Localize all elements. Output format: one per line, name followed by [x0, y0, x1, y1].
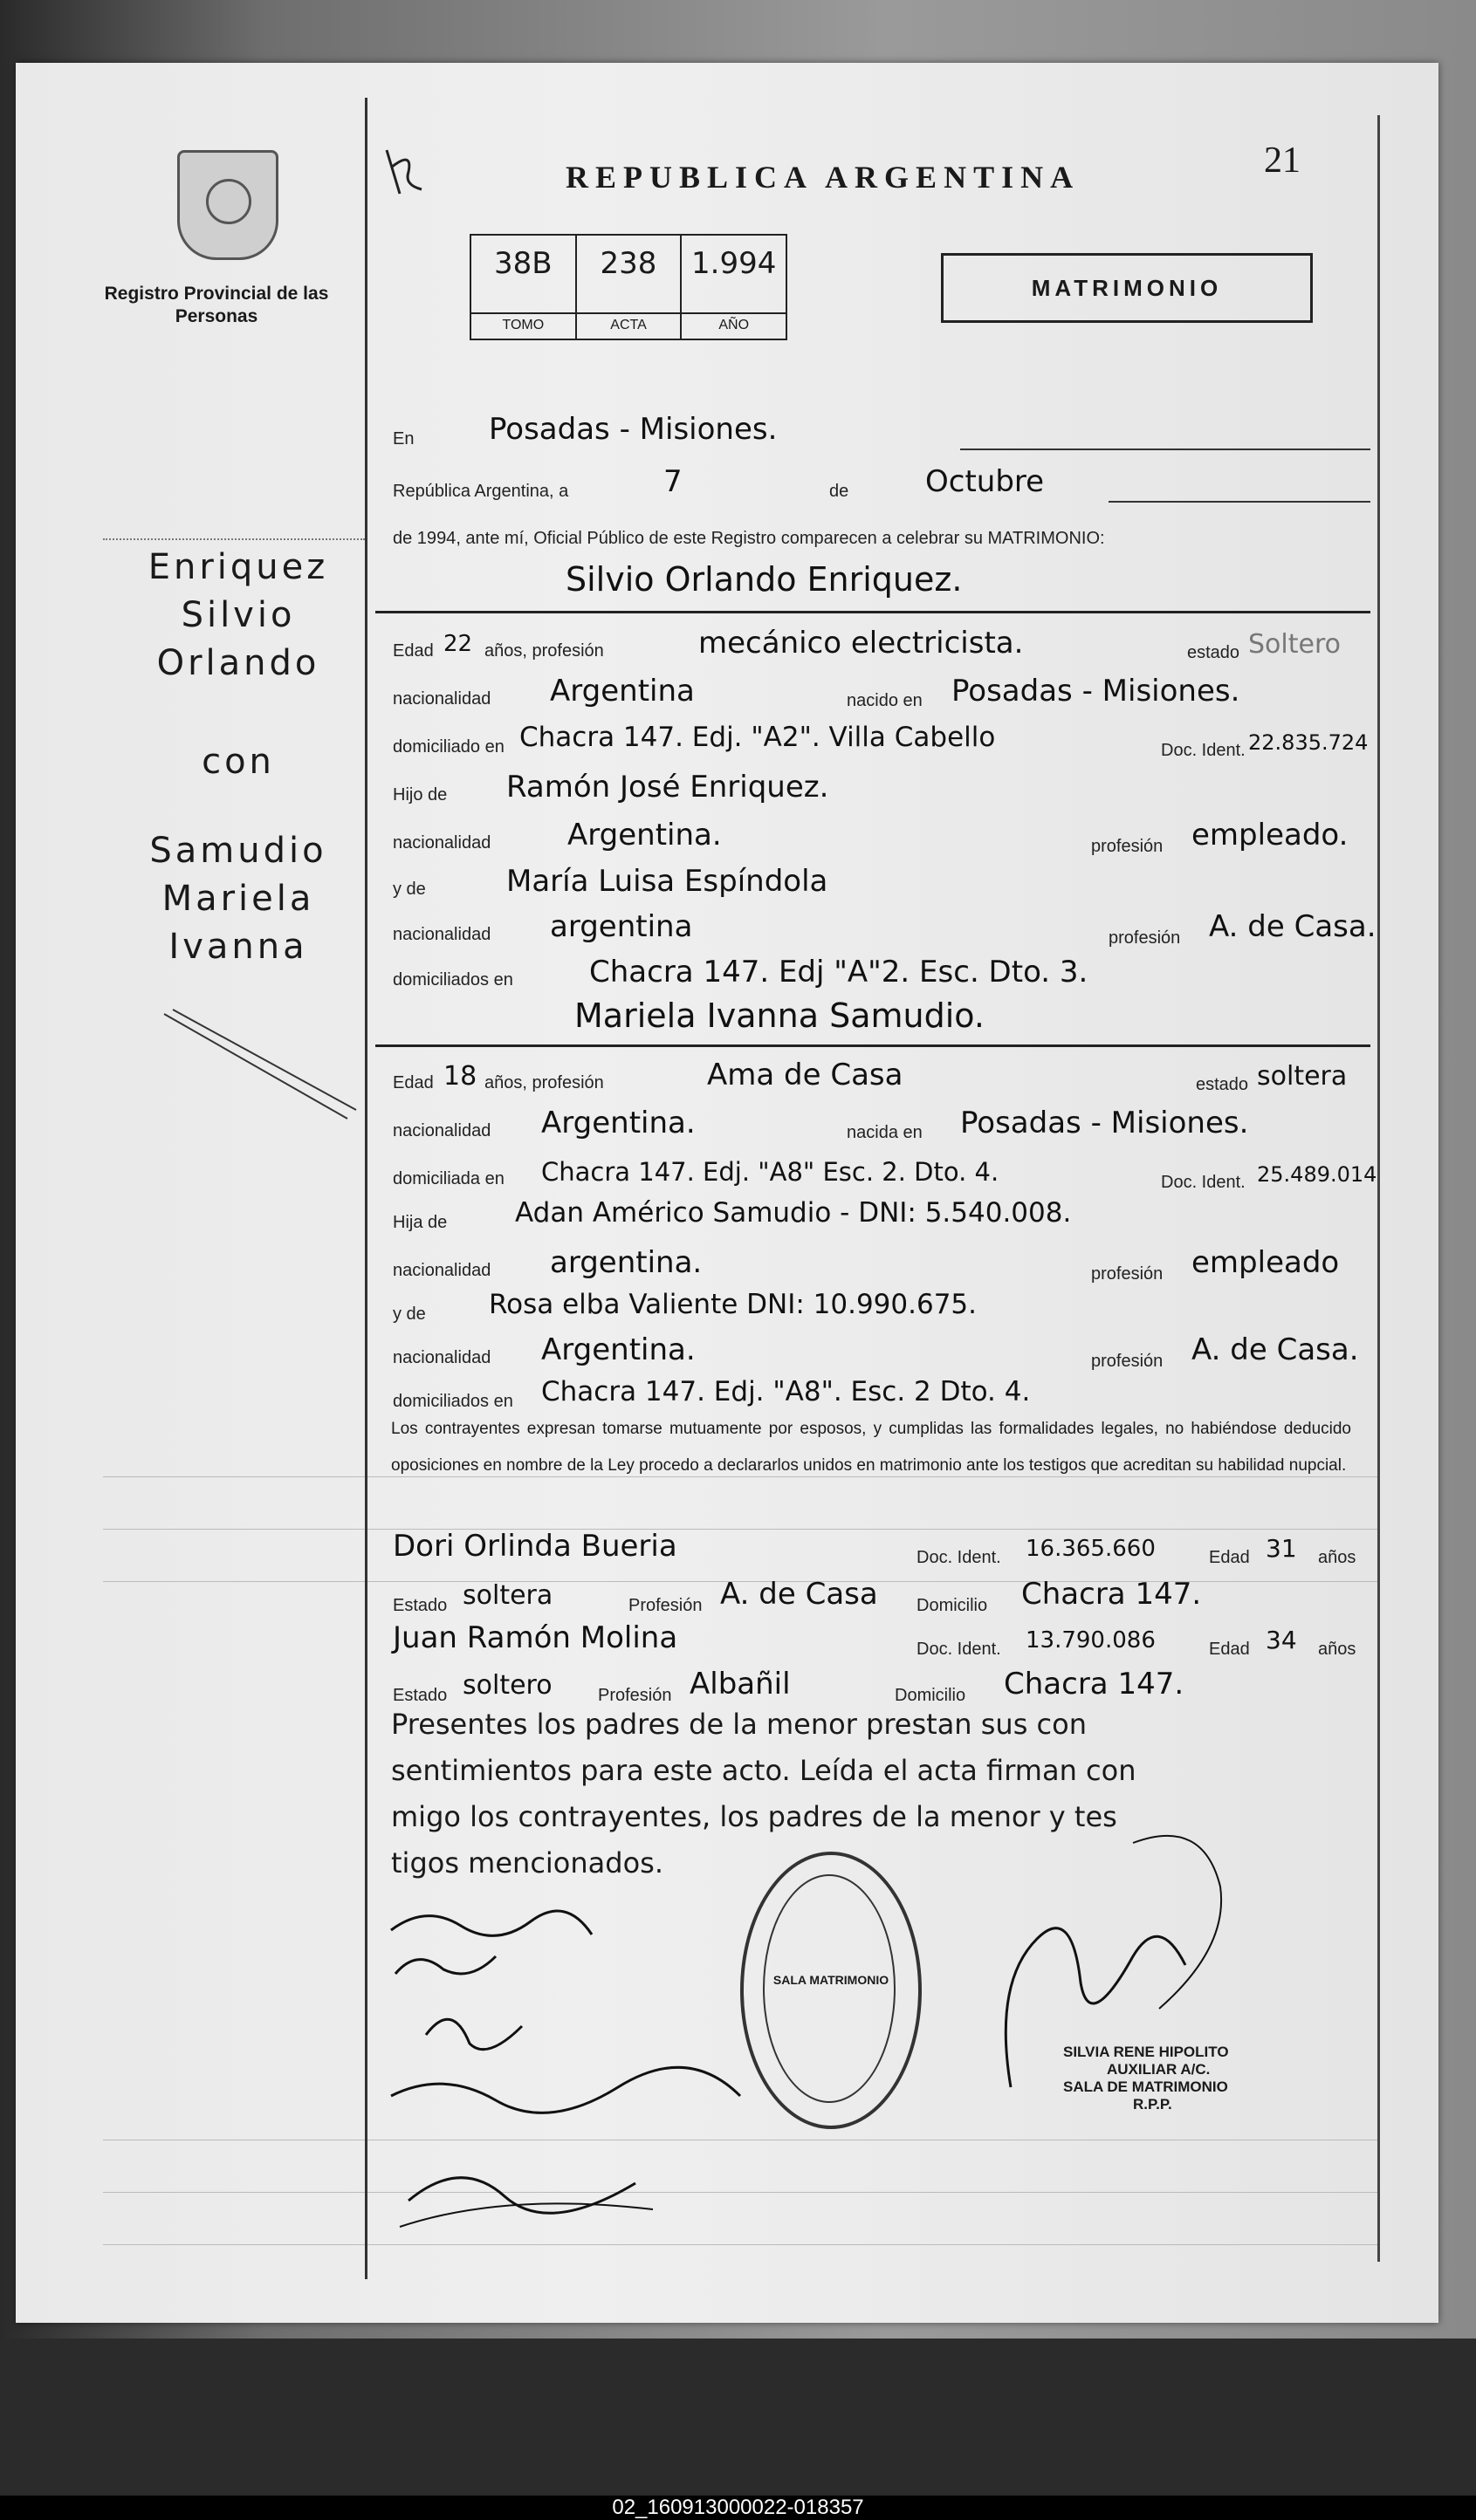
intro-text: , ante mí, Oficial Público de este Registro comparecen a celebrar su MATRIMONIO: — [456, 529, 1105, 548]
margin-groom-first-name: Silvio — [181, 595, 296, 635]
edad-label: Edad — [393, 1073, 434, 1092]
tomo-label: TOMO — [471, 312, 575, 333]
nacionalidad-label: nacionalidad — [393, 1261, 491, 1280]
groom-age-row — [375, 626, 1370, 668]
record-number-box — [470, 234, 787, 340]
profesion-label: años, profesión — [484, 641, 604, 661]
groom-mother-row — [375, 864, 1370, 906]
profesion-label: Profesión — [628, 1596, 703, 1615]
bride-age-row — [375, 1058, 1370, 1099]
bride-address-row — [375, 1154, 1377, 1195]
groom-father: Ramón José Enriquez. — [506, 770, 829, 805]
bride-mother: Rosa elba Valiente DNI: 10.990.675. — [489, 1289, 977, 1320]
anos-label: años — [1318, 1640, 1356, 1659]
declaration-text: Los contrayentes expresan tomarse mutuamente por esposos, y cumplidas las formalidades legales, no habiéndose deducido oposiciones en nombre de la Ley procedo a declararlos unidos en matrimonio ante los testigos que acreditan su habilidad nupcial. — [391, 1420, 1351, 1475]
profesion-label: profesión — [1091, 1264, 1164, 1284]
groom-parents-address-row — [375, 955, 1370, 996]
margin-bride-middle-name: Ivanna — [168, 927, 308, 967]
groom-address-row — [375, 722, 1370, 764]
official-block — [1063, 2044, 1325, 2113]
place-row — [375, 412, 1370, 454]
bride-name-rule — [375, 1044, 1370, 1047]
estado-label: Estado — [393, 1596, 448, 1615]
witness2-address: Chacra 147. — [1004, 1667, 1184, 1702]
profesion-label: Profesión — [598, 1686, 672, 1705]
year-suffix: 94 — [436, 529, 457, 548]
margin-rule — [103, 538, 365, 540]
intro-row — [375, 517, 1370, 558]
groom-mother-nationality: argentina — [550, 909, 693, 944]
groom-civil-status: Soltero — [1248, 629, 1341, 660]
bride-father-nat-row — [375, 1245, 1370, 1287]
margin-bride-first-name: Mariela — [161, 879, 315, 919]
groom-address: Chacra 147. Edj. "A2". Villa Cabello — [519, 722, 996, 753]
bride-father-profession: empleado — [1191, 1245, 1340, 1280]
bride-parents-address: Chacra 147. Edj. "A8". Esc. 2 Dto. 4. — [541, 1376, 1031, 1407]
tomo-cell — [471, 236, 577, 339]
note-line: migo los contrayentes, los padres de la menor y tes — [391, 1800, 1117, 1833]
doc-label: Doc. Ident. — [1161, 1173, 1246, 1192]
doc-label: Doc. Ident. — [916, 1548, 1001, 1567]
groom-birthplace: Posadas - Misiones. — [951, 674, 1240, 709]
note-line: sentimientos para este acto. Leída el acta firman con — [391, 1754, 1136, 1787]
groom-mother: María Luisa Espíndola — [506, 864, 828, 899]
groom-mother-nat-row — [375, 909, 1376, 951]
bride-civil-status: soltera — [1257, 1061, 1348, 1092]
witness1-address: Chacra 147. — [1021, 1577, 1202, 1612]
initials-mark-icon — [378, 141, 430, 202]
groom-father-nat-row — [375, 818, 1370, 859]
provincial-seal-icon — [177, 150, 278, 260]
desk-surface — [0, 2339, 1476, 2496]
estado-label: estado — [1187, 643, 1240, 662]
en-label: En — [393, 429, 415, 449]
domicilio-label: Domicilio — [916, 1596, 988, 1615]
yde-label: y de — [393, 1305, 426, 1324]
nacionalidad-label: nacionalidad — [393, 1121, 491, 1140]
groom-profession: mecánico electricista. — [698, 626, 1024, 661]
margin-bride-surname: Samudio — [149, 831, 327, 871]
nacionalidad-label: nacionalidad — [393, 925, 491, 944]
witness1-details-row — [375, 1577, 1370, 1619]
witness2-age: 34 — [1266, 1626, 1297, 1654]
groom-mother-profession: A. de Casa. — [1209, 909, 1376, 944]
witness1-name: Dori Orlinda Bueria — [393, 1529, 677, 1564]
hija-label: Hija de — [393, 1213, 448, 1232]
edad-label: Edad — [1209, 1548, 1250, 1567]
groom-father-nationality: Argentina. — [567, 818, 722, 853]
doc-label: Doc. Ident. — [916, 1640, 1001, 1659]
anio-value: 1.994 — [691, 246, 777, 281]
witness1-age: 31 — [1266, 1534, 1297, 1563]
bride-father: Adan Américo Samudio - DNI: 5.540.008. — [515, 1197, 1072, 1229]
edad-label: Edad — [1209, 1640, 1250, 1659]
official-office: SALA DE MATRIMONIO — [1063, 2078, 1228, 2095]
nacionalidad-label: nacionalidad — [393, 689, 491, 709]
bride-mother-profession: A. de Casa. — [1191, 1332, 1359, 1367]
margin-groom-surname: Enriquez — [148, 547, 329, 587]
note-line: Presentes los padres de la menor prestan sus con — [391, 1708, 1087, 1741]
margin-groom-middle-name: Orlando — [156, 643, 320, 683]
profesion-label: profesión — [1091, 837, 1164, 856]
official-stamp — [740, 1852, 922, 2129]
hijo-label: Hijo de — [393, 785, 448, 805]
nacionalidad-label: nacionalidad — [393, 1348, 491, 1367]
domicilio-label: Domicilio — [895, 1686, 966, 1705]
yde-label: y de — [393, 880, 426, 899]
witness2-name: Juan Ramón Molina — [393, 1620, 678, 1655]
bride-profession: Ama de Casa — [707, 1058, 903, 1092]
bride-nationality-row — [375, 1106, 1370, 1147]
margin-strike-lines — [147, 1005, 365, 1127]
anos-label: años — [1318, 1548, 1356, 1567]
republica-label: República Argentina, a — [393, 482, 569, 501]
fill-line — [960, 447, 1370, 450]
estado-label: estado — [1196, 1075, 1249, 1094]
anio-cell — [682, 236, 786, 339]
edad-label: Edad — [393, 641, 434, 661]
groom-age: 22 — [443, 631, 473, 657]
fill-line — [1109, 499, 1370, 503]
nacionalidad-label: nacionalidad — [393, 833, 491, 853]
party-signatures — [374, 1895, 775, 2262]
bride-age: 18 — [443, 1061, 477, 1092]
groom-full-name: Silvio Orlando Enriquez. — [566, 560, 963, 599]
right-margin-rule — [1377, 115, 1380, 2262]
year-prefix: de 19 — [393, 529, 437, 548]
document-type-box: MATRIMONIO — [941, 253, 1313, 323]
margin-column — [16, 63, 365, 2323]
bride-father-row — [375, 1197, 1370, 1239]
witness1-row — [375, 1529, 1370, 1571]
tomo-value: 38B — [494, 246, 553, 281]
witness2-civil-status: soltero — [463, 1670, 553, 1701]
official-role: AUXILIAR A/C. — [1107, 2061, 1211, 2078]
acta-value: 238 — [600, 246, 657, 281]
page-number: 21 — [1264, 140, 1301, 181]
bride-full-name: Mariela Ivanna Samudio. — [574, 996, 985, 1035]
bride-mother-row — [375, 1289, 1370, 1331]
bride-father-nationality: argentina. — [550, 1245, 703, 1280]
registry-name: Registro Provincial de las Personas — [104, 284, 329, 326]
bride-birthplace: Posadas - Misiones. — [960, 1106, 1249, 1140]
bride-nationality: Argentina. — [541, 1106, 696, 1140]
groom-name-rule — [375, 611, 1370, 613]
register-page — [16, 63, 1438, 2323]
image-id-footer: 02_160913000022-018357 — [0, 2496, 1476, 2520]
domicilio-label: domiciliado en — [393, 737, 505, 757]
witness1-civil-status: soltera — [463, 1580, 553, 1611]
domiciliados-label: domiciliados en — [393, 1392, 513, 1411]
acta-label: ACTA — [577, 312, 681, 333]
stamp-text: SALA MATRIMONIO — [772, 1973, 889, 1987]
margin-con: con — [202, 742, 275, 782]
profesion-label: años, profesión — [484, 1073, 604, 1092]
stamp-inner-ring — [763, 1874, 896, 2103]
official-code: R.P.P. — [1133, 2096, 1172, 2113]
groom-nationality: Argentina — [550, 674, 695, 709]
bride-address: Chacra 147. Edj. "A8" Esc. 2. Dto. 4. — [541, 1157, 999, 1187]
document-title: REPUBLICA ARGENTINA — [566, 160, 1081, 195]
year-line — [393, 529, 1105, 549]
month-value: Octubre — [925, 464, 1045, 499]
witness2-row — [375, 1620, 1370, 1662]
witness1-doc: 16.365.660 — [1026, 1536, 1156, 1562]
bride-mother-nat-row — [375, 1332, 1370, 1374]
domicilio-label: domiciliada en — [393, 1169, 505, 1188]
doc-label: Doc. Ident. — [1161, 741, 1246, 760]
day-value: 7 — [663, 464, 683, 499]
official-name: SILVIA RENE HIPOLITO — [1063, 2044, 1229, 2060]
witness2-profession: Albañil — [690, 1667, 791, 1702]
estado-label: Estado — [393, 1686, 448, 1705]
anio-label: AÑO — [682, 312, 786, 333]
date-row — [375, 464, 1370, 506]
profesion-label: profesión — [1091, 1352, 1164, 1371]
domiciliados-label: domiciliados en — [393, 970, 513, 990]
bride-doc: 25.489.014 — [1257, 1162, 1377, 1187]
groom-parents-address: Chacra 147. Edj "A"2. Esc. Dto. 3. — [589, 955, 1088, 990]
column-divider — [365, 98, 367, 2279]
groom-father-profession: empleado. — [1191, 818, 1349, 853]
groom-doc: 22.835.724 — [1248, 730, 1369, 755]
city-value: Posadas - Misiones. — [489, 412, 778, 447]
witness1-profession: A. de Casa — [720, 1577, 878, 1612]
bride-mother-nationality: Argentina. — [541, 1332, 696, 1367]
nacido-label: nacido en — [847, 691, 923, 710]
de-label: de — [829, 482, 849, 501]
groom-nationality-row — [375, 674, 1370, 716]
acta-cell — [577, 236, 683, 339]
profesion-label: profesión — [1109, 928, 1181, 948]
note-line: tigos mencionados. — [391, 1846, 663, 1880]
nacida-label: nacida en — [847, 1123, 923, 1142]
witness2-doc: 13.790.086 — [1026, 1627, 1156, 1654]
groom-father-row — [375, 770, 1370, 811]
